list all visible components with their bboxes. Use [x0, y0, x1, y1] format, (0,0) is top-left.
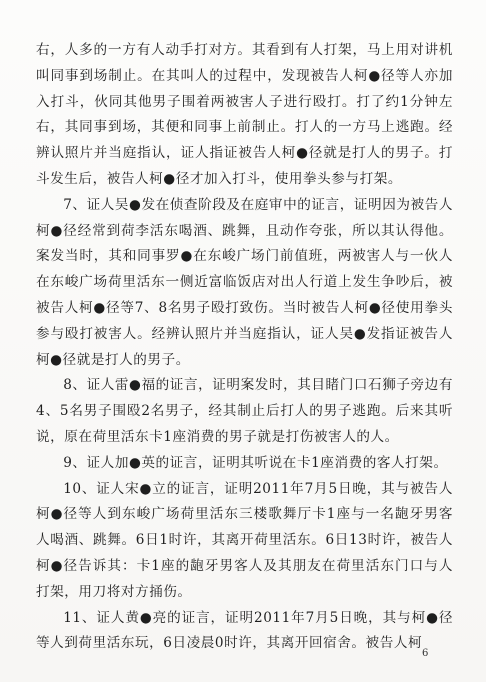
paragraph-10: 10、证人宋●立的证言，证明2011年7月5日晚，其与被告人柯●径等人到东峻广场荷里活东三楼歌舞厅卡1座与一名龅牙男客人喝酒、跳舞。6日1时许，其离开荷里活东。6日13时许，被告人柯●径告诉其：卡1座的龅牙男客人及其朋友在荷里活东门口与人打架，用刀将对方捅伤。 — [36, 480, 453, 600]
page-number: 6 — [422, 648, 429, 659]
paragraph-continued: 右，人多的一方有人动手打对方。其看到有人打架，马上用对讲机叫同事到场制止。在其叫人的过程中，发现被告人柯●径等人亦加入打斗，伙同其他男子围着两被害人子进行殴打。打了约1分钟左右，其同事到场，其便和同事上前制止。打人的一方马上逃跑。经辨认照片并当庭指认，证人指证被告人柯●径就是打人的男子。打斗发生后，被告人柯●径才加入打斗，使用拳头参与打架。 — [36, 42, 453, 187]
paragraph-7: 7、证人吴●发在侦查阶段及在庭审中的证言，证明因为被告人柯●径经常到荷李活东喝酒、跳舞，且动作夸张，所以其认得他。案发当时，其和同事罗●在东峻广场门前值班，两被害人与一伙人在东峻广场荷里活东一侧近富临饭店对出人行道上发生争吵后，被被告人柯●径等7、8名男子殴打致伤。当时被告人柯●径使用拳头参与殴打被害人。经辨认照片并当庭指认，证人吴●发指证被告人柯●径就是打人的男子。 — [36, 196, 453, 368]
document-body — [36, 38, 453, 657]
paragraph-8: 8、证人雷●福的证言，证明案发时，其目睹门口石狮子旁边有4、5名男子围殴2名男子，经其制止后打人的男子逃跑。后来其听说，原在荷里活东卡1座消费的男子就是打伤被害人的人。 — [36, 377, 453, 445]
paragraph-11: 11、证人黄●亮的证言，证明2011年7月5日晚，其与柯●径等人到荷里活东玩，6日凌晨0时许，其离开回宿舍。被告人柯 — [36, 609, 453, 652]
paragraph-9: 9、证人加●英的证言，证明其听说在卡1座消费的客人打架。 — [63, 454, 448, 471]
